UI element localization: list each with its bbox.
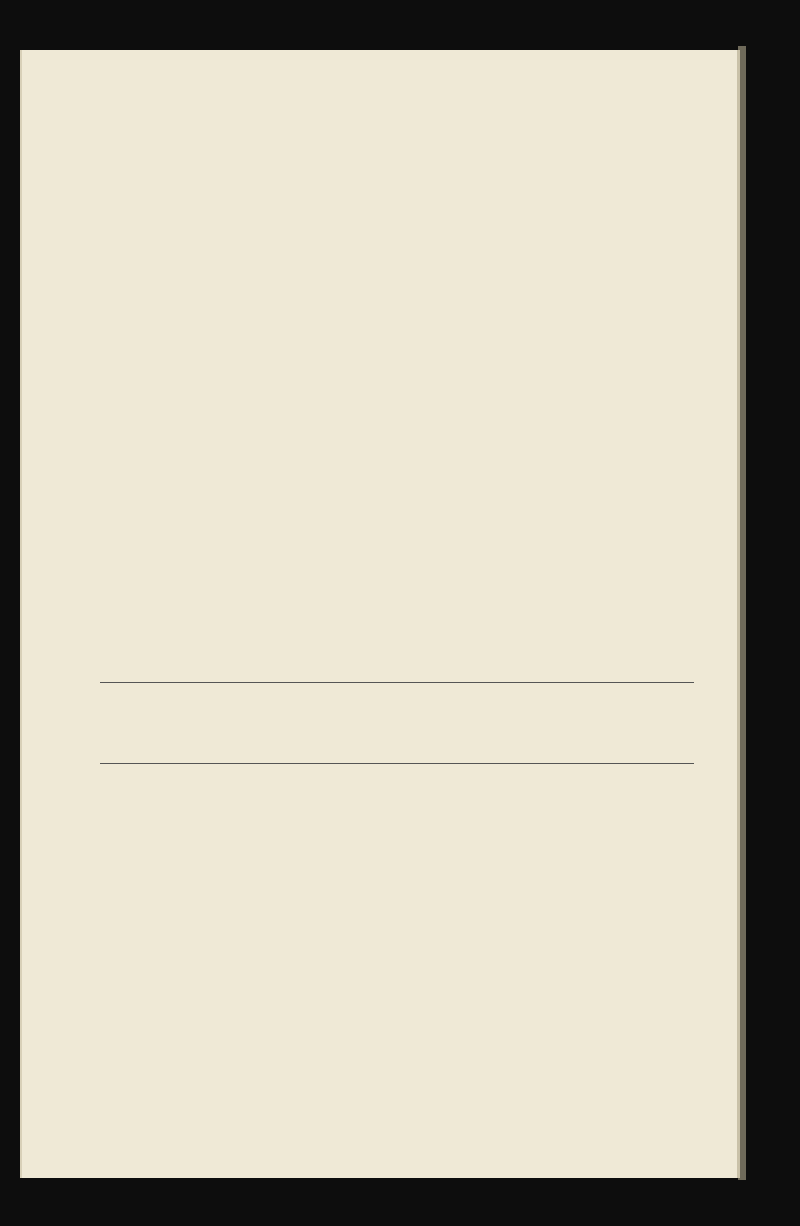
- book-page: [20, 50, 740, 1178]
- table-header-row: [100, 683, 694, 764]
- food-table-wrap: [100, 682, 694, 764]
- table-corner: [100, 683, 694, 764]
- food-weight-table: [100, 682, 694, 764]
